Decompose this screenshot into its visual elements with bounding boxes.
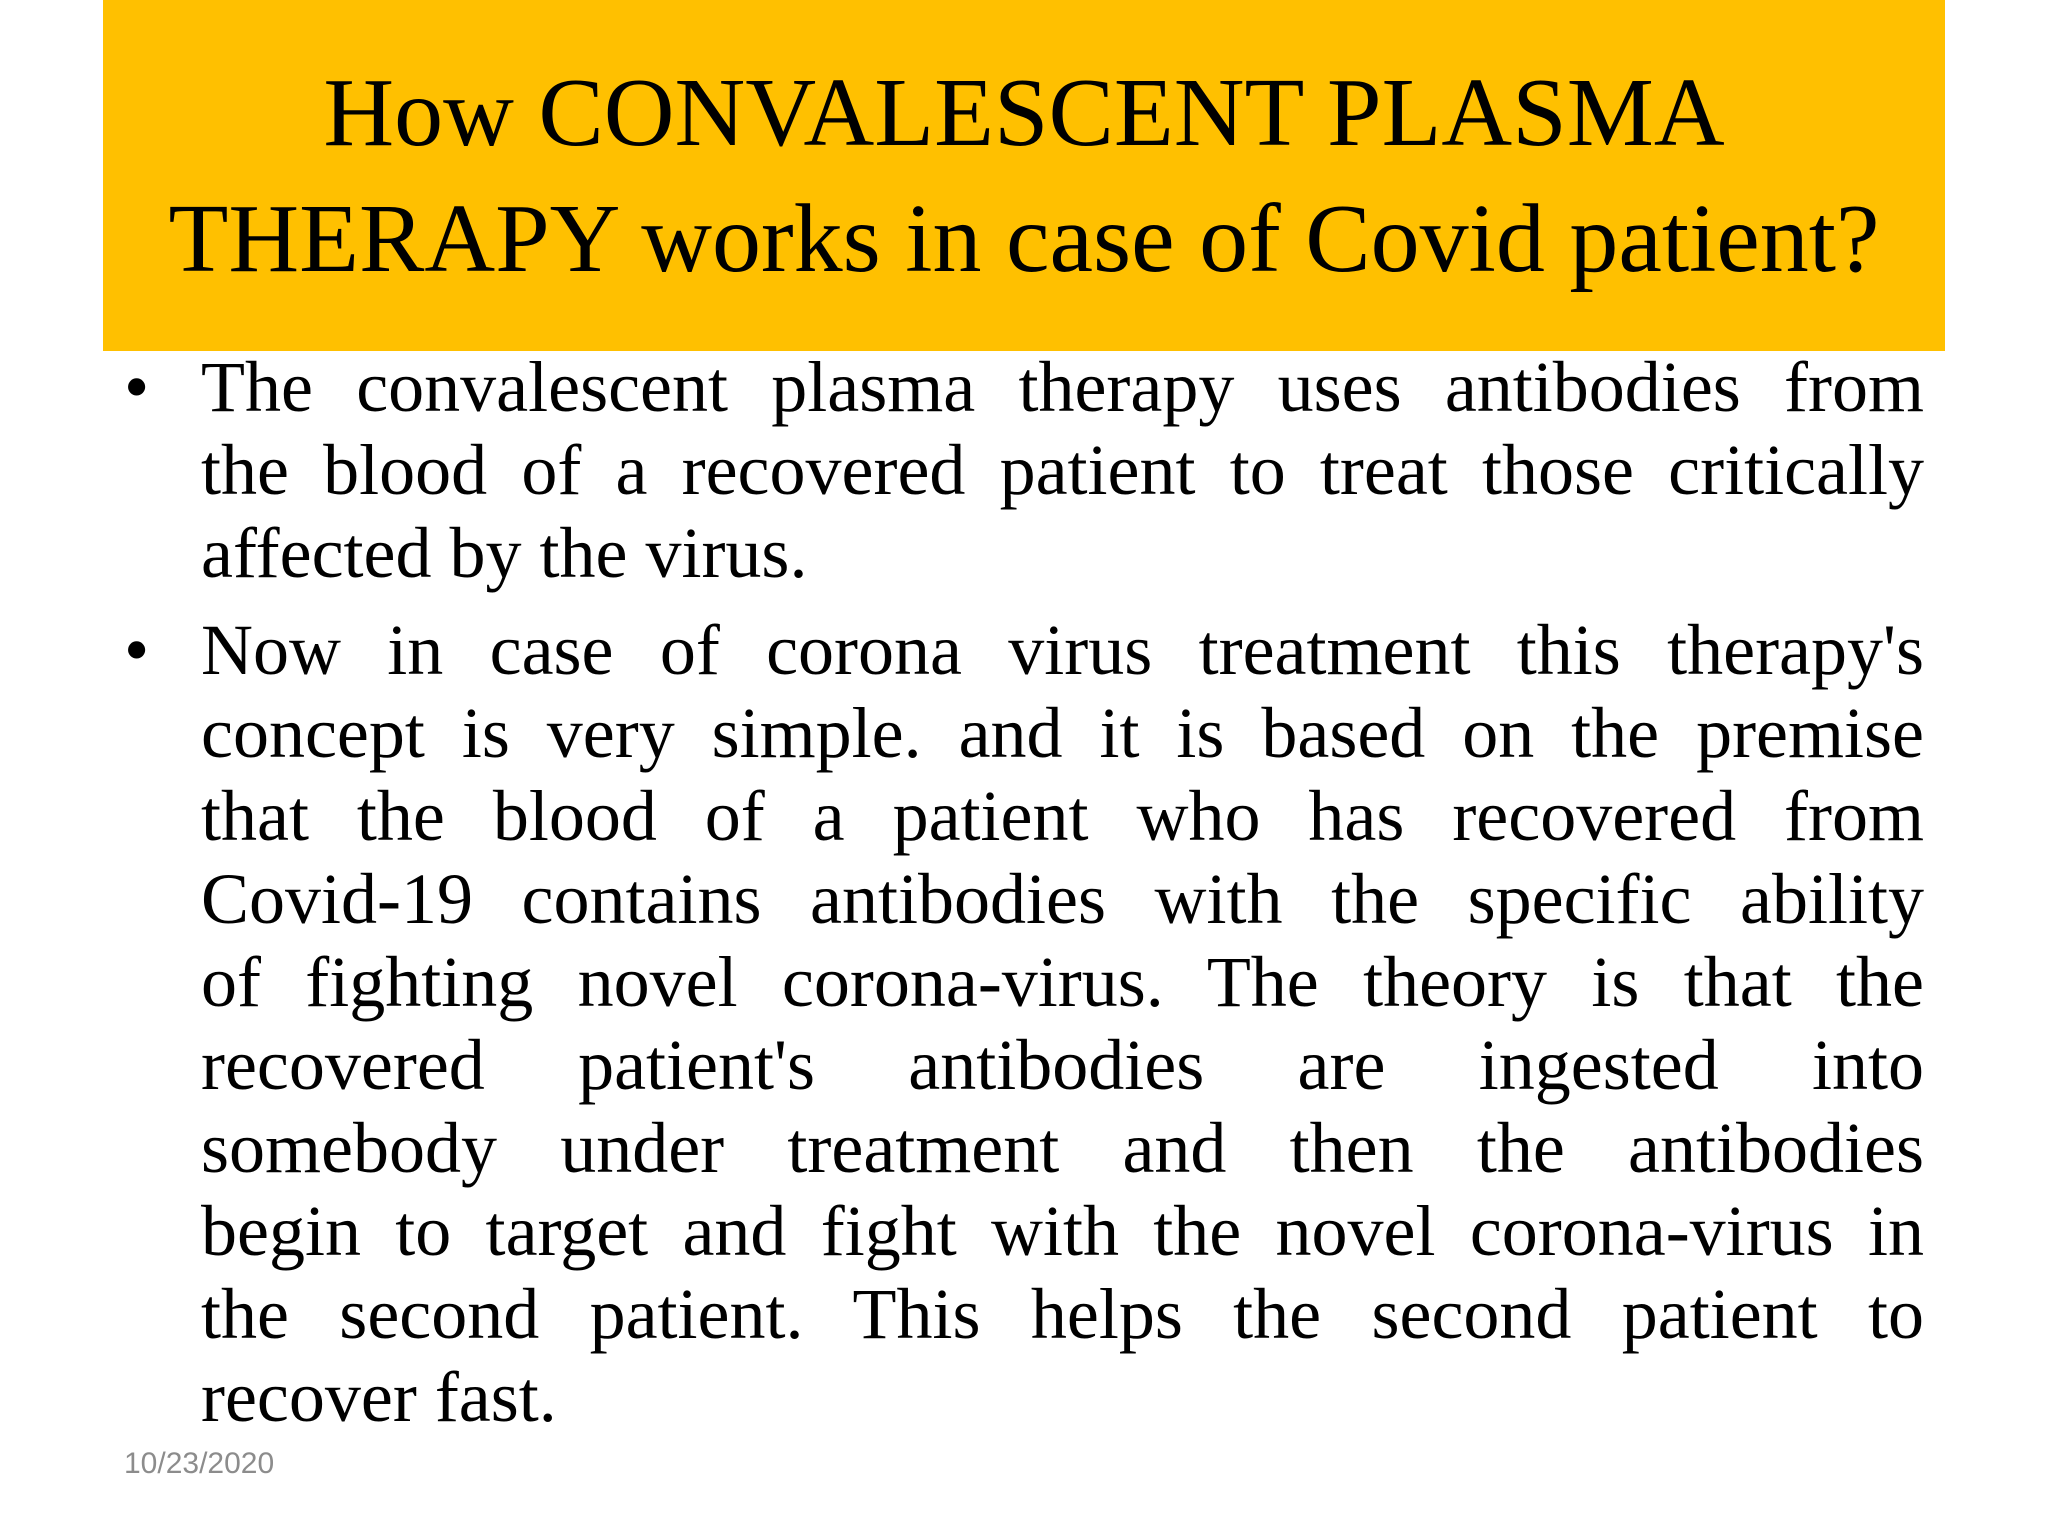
bullet-marker: • xyxy=(124,610,150,690)
bullet-2-line-2: concept is very simple. and it is based on the premise xyxy=(201,693,1924,773)
bullet-2-line-5: of fighting novel corona-virus. The theory is that the xyxy=(201,942,1924,1022)
bullet-1-line-3: affected by the virus. xyxy=(201,513,808,593)
bullet-2-line-7: somebody under treatment and then the antibodies xyxy=(201,1108,1924,1188)
bullet-2-line-6: recovered patient's antibodies are ingested into xyxy=(201,1025,1924,1105)
slide-title-line-1: How CONVALESCENT PLASMA xyxy=(323,58,1725,167)
bullet-2-line-8: begin to target and fight with the novel corona-virus in xyxy=(201,1191,1924,1271)
bullet-item-2 xyxy=(124,609,1924,1439)
bullet-2-line-4: Covid-19 contains antibodies with the specific ability xyxy=(201,859,1924,939)
bullet-2-line-1: Now in case of corona virus treatment this therapy's xyxy=(201,610,1924,690)
bullet-list xyxy=(124,346,1924,1453)
bullet-2-line-3: that the blood of a patient who has recovered from xyxy=(201,776,1924,856)
bullet-1-line-1: The convalescent plasma therapy uses antibodies from xyxy=(201,347,1924,427)
bullet-marker: • xyxy=(124,347,150,427)
slide-title-line-2: THERAPY works in case of Covid patient? xyxy=(168,184,1880,293)
slide-date: 10/23/2020 xyxy=(124,1447,275,1480)
title-band xyxy=(103,0,1945,351)
bullet-1-line-2: the blood of a recovered patient to treat those critically xyxy=(201,430,1924,510)
bullet-2-line-9: the second patient. This helps the second patient to xyxy=(201,1274,1924,1354)
bullet-item-1 xyxy=(124,346,1924,595)
bullet-2-line-10: recover fast. xyxy=(201,1357,557,1437)
